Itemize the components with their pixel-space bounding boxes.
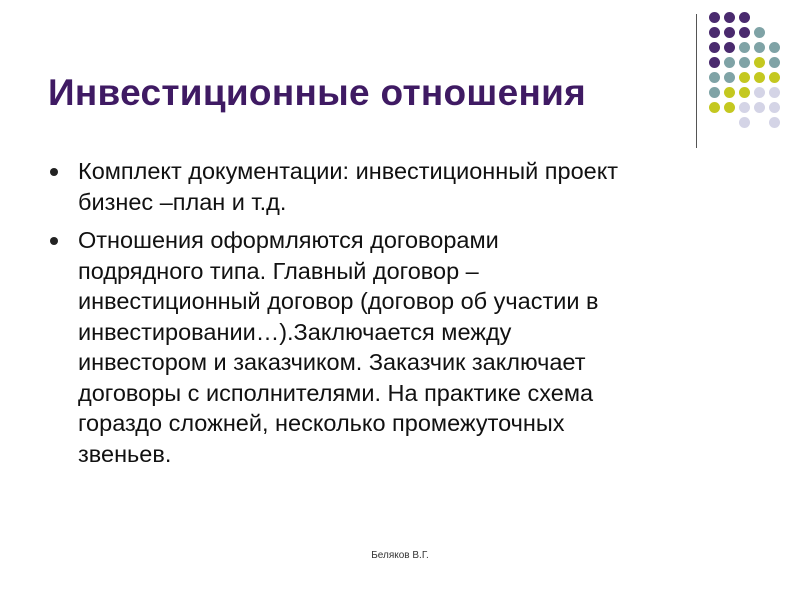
decorative-dot bbox=[754, 57, 765, 68]
decorative-dot bbox=[754, 102, 765, 113]
decorative-dot bbox=[769, 57, 780, 68]
bullet-line: инвестиционный договор (договор об участии в bbox=[78, 288, 599, 314]
decorative-dot bbox=[754, 27, 765, 38]
decorative-dot bbox=[709, 57, 720, 68]
decorative-dot bbox=[724, 102, 735, 113]
bullet-line: инвестировании…).Заключается между bbox=[78, 318, 512, 345]
bullet-line: звеньев. bbox=[78, 440, 172, 467]
bullet-line: гораздо сложней, несколько промежуточных bbox=[78, 410, 565, 436]
bullet-item bbox=[48, 156, 748, 217]
decorative-dot bbox=[739, 12, 750, 23]
decorative-dot bbox=[709, 12, 720, 23]
bullet-dot-icon bbox=[50, 168, 58, 176]
decorative-dot bbox=[709, 42, 720, 53]
decorative-dot bbox=[724, 57, 735, 68]
decorative-dot bbox=[739, 72, 750, 83]
decorative-dot bbox=[709, 72, 720, 83]
decorative-dot bbox=[754, 42, 765, 53]
bullet-line: подрядного типа. Главный договор – bbox=[78, 257, 479, 284]
bullet-line: инвестором и заказчиком. Заказчик заключает bbox=[78, 349, 586, 375]
decorative-dot bbox=[709, 87, 720, 98]
decorative-dot bbox=[754, 87, 765, 98]
decorative-dot bbox=[739, 42, 750, 53]
decorative-dot bbox=[739, 27, 750, 38]
decorative-dot bbox=[739, 117, 750, 128]
decorative-dot bbox=[739, 87, 750, 98]
decorative-dot bbox=[724, 12, 735, 23]
decorative-dot-grid bbox=[709, 12, 789, 132]
decorative-dot bbox=[754, 72, 765, 83]
bullet-list bbox=[48, 156, 748, 477]
slide-title: Инвестиционные отношения bbox=[48, 72, 587, 113]
decorative-dot bbox=[769, 72, 780, 83]
bullet-line: бизнес –план и т.д. bbox=[78, 188, 287, 215]
decorative-dot bbox=[739, 102, 750, 113]
bullet-line: Отношения оформляются договорами bbox=[78, 227, 499, 253]
bullet-item bbox=[48, 225, 748, 469]
decorative-dot bbox=[769, 102, 780, 113]
title-divider-line bbox=[696, 14, 697, 148]
decorative-dot bbox=[709, 102, 720, 113]
decorative-dot bbox=[709, 27, 720, 38]
decorative-dot bbox=[724, 27, 735, 38]
decorative-dot bbox=[769, 117, 780, 128]
decorative-dot bbox=[724, 72, 735, 83]
decorative-dot bbox=[724, 42, 735, 53]
decorative-dot bbox=[724, 87, 735, 98]
bullet-dot-icon bbox=[50, 237, 58, 245]
decorative-dot bbox=[769, 42, 780, 53]
decorative-dot bbox=[769, 87, 780, 98]
decorative-dot bbox=[739, 57, 750, 68]
footer-author: Беляков В.Г. bbox=[371, 550, 429, 561]
bullet-line: Комплект документации: инвестиционный проект bbox=[78, 158, 619, 184]
bullet-line: договоры с исполнителями. На практике схема bbox=[78, 379, 594, 406]
